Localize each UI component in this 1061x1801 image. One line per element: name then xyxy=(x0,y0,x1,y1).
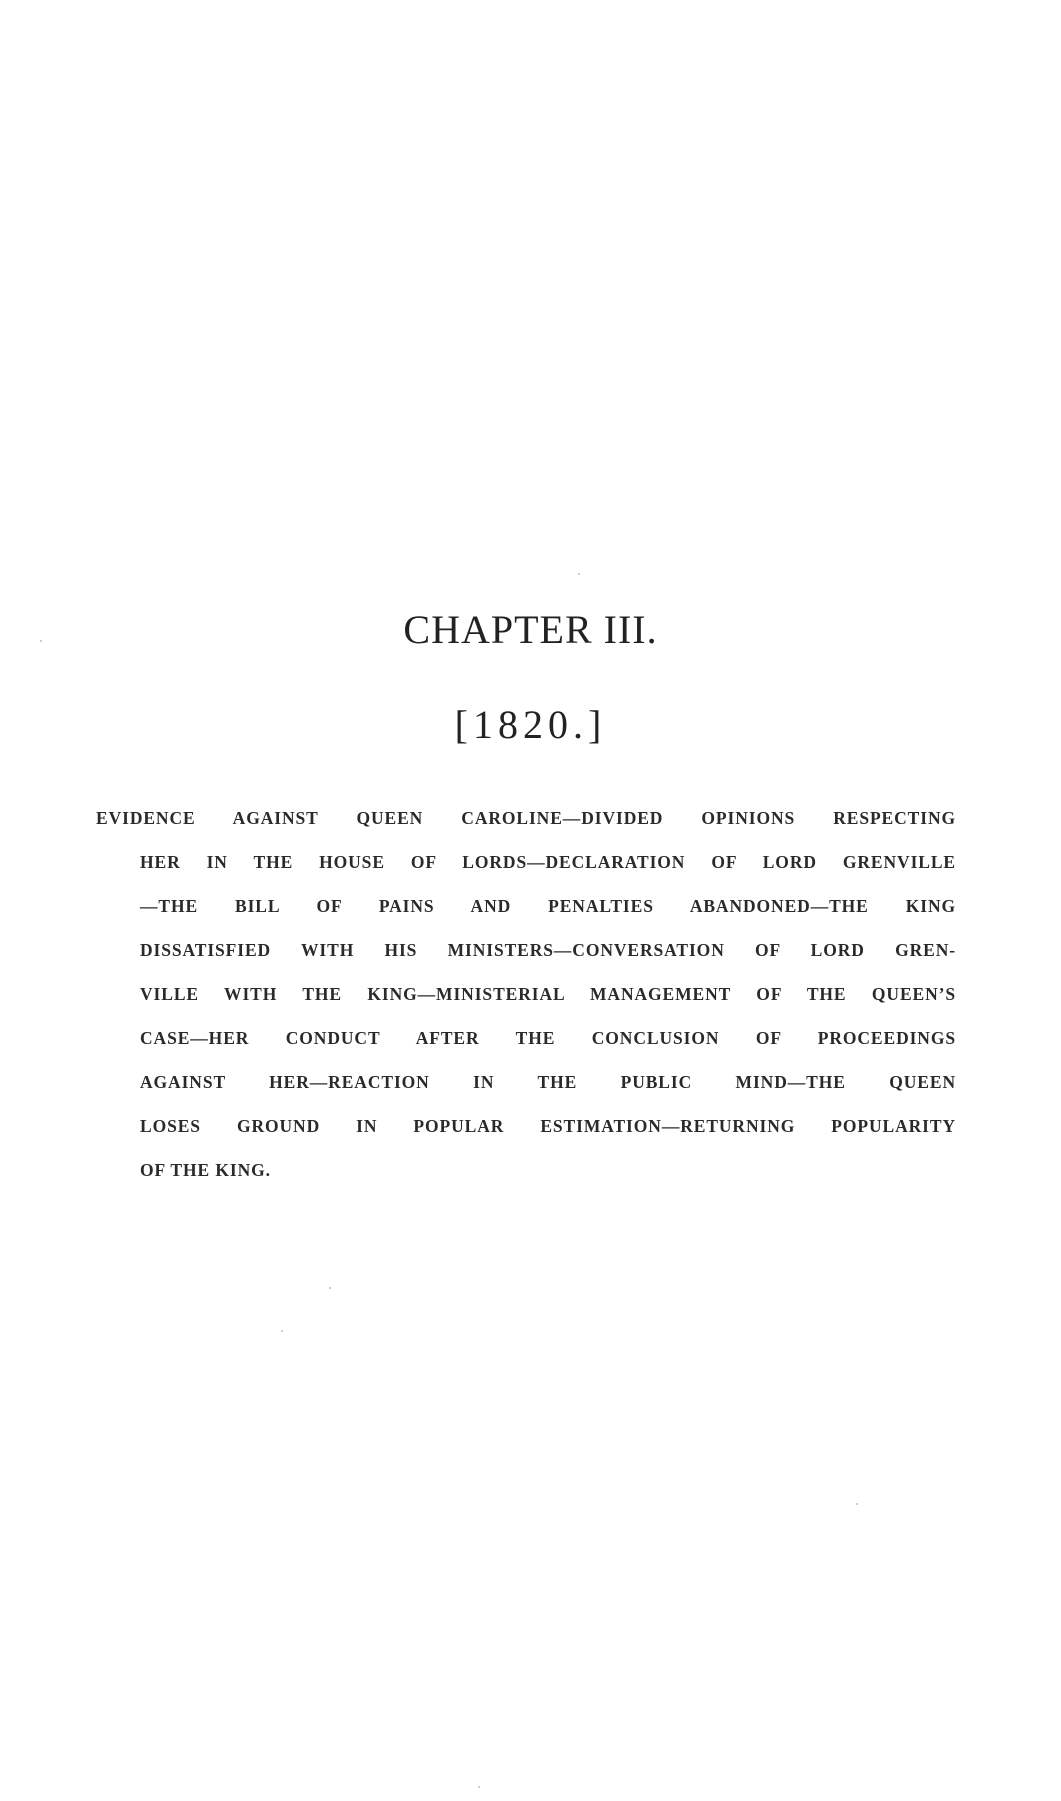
paper-speck xyxy=(856,1503,858,1505)
summary-line: CASE—HER CONDUCT AFTER THE CONCLUSION OF PROCEEDINGS xyxy=(140,1028,956,1048)
paper-speck xyxy=(578,573,580,575)
chapter-heading: CHAPTER III. xyxy=(403,607,658,652)
chapter-year: [1820.] xyxy=(454,702,607,747)
paper-speck xyxy=(329,1287,331,1289)
summary-line: VILLE WITH THE KING—MINISTERIAL MANAGEMENT OF THE QUEEN’S xyxy=(140,984,956,1004)
summary-line: EVIDENCE AGAINST QUEEN CAROLINE—DIVIDED OPINIONS RESPECTING xyxy=(96,808,956,828)
paper-speck xyxy=(40,640,42,642)
summary-line: —THE BILL OF PAINS AND PENALTIES ABANDONED—THE KING xyxy=(140,896,956,916)
summary-line: DISSATISFIED WITH HIS MINISTERS—CONVERSATION OF LORD GREN- xyxy=(140,940,956,960)
summary-line: HER IN THE HOUSE OF LORDS—DECLARATION OF LORD GRENVILLE xyxy=(140,852,956,872)
chapter-summary xyxy=(96,796,956,1192)
paper-speck xyxy=(281,1330,283,1332)
summary-line: OF THE KING. xyxy=(140,1160,271,1180)
summary-line: AGAINST HER—REACTION IN THE PUBLIC MIND—THE QUEEN xyxy=(140,1072,956,1092)
paper-speck xyxy=(478,1786,480,1788)
summary-line: LOSES GROUND IN POPULAR ESTIMATION—RETURNING POPULARITY xyxy=(140,1116,956,1136)
